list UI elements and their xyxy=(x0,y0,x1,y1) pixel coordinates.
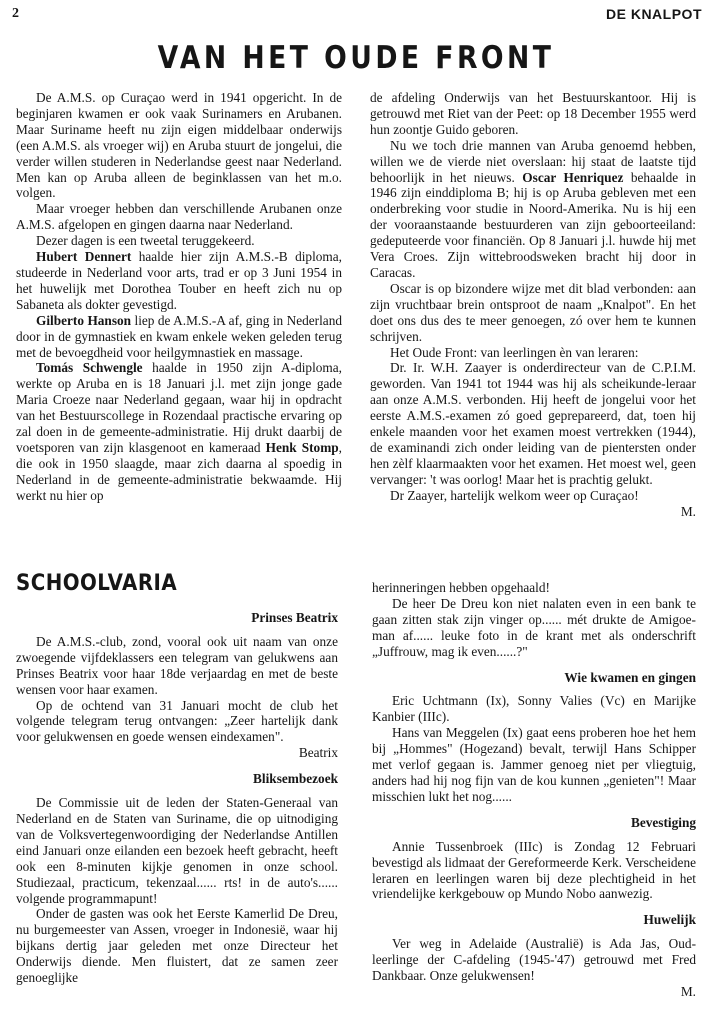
paragraph: Oscar is op bizondere wijze met dit blad verbonden: aan zijn vruchtbaar brein ontsproot de naam „Knalpot". En het doet ons dus des te meer genoegen, zó over hem te kunnen schrijven. xyxy=(370,280,696,344)
person-name: Hubert Dennert xyxy=(36,249,132,265)
subheading: Bevestiging xyxy=(630,814,696,830)
subheading: Prinses Beatrix xyxy=(251,610,338,625)
author-signature: M. xyxy=(680,983,696,999)
paragraph: De Commissie uit de leden der Staten-Generaal van Nederland en de Staten van Suriname, die op uitnodiging van de Volksvertegenwoordiging der Nederlandse Antillen eind Januari onze eilanden een bezoek heeft gebracht, heeft ook een 8-minuten kijkje genomen in onze school. Studiezaal, practicum, tekenzaal...... rts! in de auto's...... volgende programmapunt! xyxy=(16,795,338,906)
paragraph-text: Nu we toch drie mannen van Aruba genoemd hebben, willen we de vierde niet overslaan: hij staat de laatste tijd behoorlijk in het nieuws. xyxy=(370,137,696,185)
paragraph xyxy=(16,360,342,503)
paragraph: De A.M.S.-club, zond, vooral ook uit naam van onze zwoegende vijfdeklassers een telegram van gelukwens aan Prinses Beatrix voor haar 18de verjaardag en met de beste wensen voor haar examen. xyxy=(16,633,338,697)
paragraph: Op de ochtend van 31 Januari mocht de club het volgende telegram terug ontvangen: „Zeer hartelijk dank voor gelukwensen en goede wensen eindexamen". xyxy=(16,697,338,745)
person-name: Gilberto Hanson xyxy=(36,312,132,328)
paragraph: Onder de gasten was ook het Eerste Kamerlid De Dreu, nu burgemeester van Assen, vroeger in Indonesië, waar hij bijkans dertig jaar geleden met onze Directeur het Onderwijs diende. Men fluistert, dat ze samen zeer genoeglijke xyxy=(16,906,338,986)
paragraph-text: , die ook in 1950 slaagde, maar zich daarna al spoedig in Nederland in de gemeente-administratie bekwaamde. Hij werkt nu hier op xyxy=(16,439,342,503)
paragraph: Dr Zaayer, hartelijk welkom weer op Curaçao! xyxy=(390,487,639,503)
page-number: 2 xyxy=(12,6,19,21)
paragraph-text: haalde in 1950 zijn A-diploma, werkte op Aruba en is 18 Januari j.l. met zijn jonge gade Maria Croeze naar Nederland gegaan, waar hij in opdracht van het Bestuurscollege in Rozendaal practische ervaring op zal doen in de gemeente-administratie. Hij drukt daarbij de voetsporen van zijn klasgenoot en kameraad xyxy=(16,360,342,455)
schoolvaria-column-1 xyxy=(16,610,338,986)
subheading: Wie kwamen en gingen xyxy=(564,669,696,685)
person-name: Tomás Schwengle xyxy=(36,360,143,376)
article-column-2 xyxy=(370,90,696,519)
article-column-1 xyxy=(16,90,342,504)
paragraph: Ver weg in Adelaide (Australië) is Ada Jas, Oud-leerlinge der C-afdeling (1945-'47) getrouwd met Fred Dankbaar. Onze gelukwensen! xyxy=(372,936,696,984)
paragraph: herinneringen hebben opgehaald! xyxy=(372,580,550,595)
paragraph-text: haalde hier zijn A.M.S.-B diploma, studeerde in Nederland voor arts, trad er op 3 Juni 1954 in het huwelijk met Dorothea Touber en heeft zich nu op Sabaneta als dokter gevestigd. xyxy=(16,249,342,312)
paragraph: de afdeling Onderwijs van het Bestuurskantoor. Hij is getrouwd met Riet van der Peet: op 18 December 1955 werd hun zoontje Guido geboren. xyxy=(370,90,696,137)
paragraph-text: liep de A.M.S.-A af, ging in Nederland door in de gymnastiek en kwam enkele weken geleden terug met de bevoegdheid voor heilgymnastiek en massage. xyxy=(16,312,342,360)
paragraph: Hans van Meggelen (Ix) gaat eens proberen hoe het hem bij „Hommes" (Hogezand) bevalt, terwijl Hans Schipper met verlof gegaan is. Jammer genoeg niet per vliegtuig, anders had hij nog fijn van de kou kunnen „genieten"! Maar misschien lukt het nog...... xyxy=(372,725,696,804)
paragraph: Maar vroeger hebben dan verschillende Arubanen onze A.M.S. afgelopen en gingen daarna naar Nederland. xyxy=(16,201,342,233)
paragraph: Annie Tussenbroek (IIIc) is Zondag 12 Februari bevestigd als lidmaat der Gereformeerde Kerk. Verscheidene leraren en leerlingen waren bij deze plechtigheid in het vriendelijke kerkgebouw op Mundo Nobo aanwezig. xyxy=(372,838,696,902)
paragraph: Het Oude Front: van leerlingen èn van leraren: xyxy=(390,344,639,360)
paragraph: Dezer dagen is een tweetal teruggekeerd. xyxy=(36,233,255,249)
schoolvaria-column-2 xyxy=(372,580,696,1000)
paragraph: Dr. Ir. W.H. Zaayer is onderdirecteur van de C.P.I.M. geworden. Van 1941 tot 1944 was hij als scheikunde-leraar aan onze A.M.S. verbonden. Hij heeft de jongelui voor het eerste A.M.S.-examen zó goed geprepareerd, dat, toen hij enkele maanden voor het examen moest vertrekken (1944), de examinandi zich onder leiding van de pientersten onder hen zèlf klaarmaakten voor het examen. Het moest wel, geen vervanger: 't was oorlog! Maar het is prachtig gelukt. xyxy=(370,360,696,487)
subheading: Bliksembezoek xyxy=(253,771,338,787)
person-name: Henk Stomp xyxy=(265,439,339,455)
paragraph xyxy=(16,249,342,313)
paragraph xyxy=(370,138,696,281)
article-title: VAN HET OUDE FRONT xyxy=(157,40,555,76)
subheading: Huwelijk xyxy=(643,912,696,928)
section-title: SCHOOLVARIA xyxy=(16,571,178,596)
paragraph: De heer De Dreu kon niet nalaten even in een bank te gaan zitten stak zijn vinger op...... mét drukte de Amigoe-man af...... leuke foto in de krant met als onderschrift „Juffrouw, mag ik even......?" xyxy=(372,595,696,659)
paragraph: De A.M.S. op Curaçao werd in 1941 opgericht. In de beginjaren kwamen er ook vaak Surinamers en Arubanen. Maar Suriname heeft nu zijn eigen middelbaar onderwijs (een A.M.S. als vroeger wij) en Aruba stuurt de jongelui, die verder willen studeren in Nederlandse geest naar Nederland. Men kan op Aruba alleen de beginklassen van het m.o. volgen. xyxy=(16,90,342,201)
telegram-signature: Beatrix xyxy=(298,745,338,761)
author-signature: M. xyxy=(680,503,696,519)
running-head: DE KNALPOT xyxy=(606,6,702,22)
paragraph: Eric Uchtmann (Ix), Sonny Valies (Vc) en Marijke Kanbier (IIIc). xyxy=(372,693,696,725)
person-name: Oscar Henriquez xyxy=(522,169,624,185)
paragraph-text: behaalde in 1946 zijn einddiploma B; hij is op Aruba gebleven met een onderbreking voor studie in Noord-Amerika. Nu is hij een der vooraanstaande bestuurderen van zijn geboorteeiland: gedeputeerde voor financiën. Op 8 Januari j.l. huwde hij met Vera Croes. Zijn wittebroodsweken bracht hij door in Caracas. xyxy=(370,169,696,280)
paragraph xyxy=(16,313,342,361)
